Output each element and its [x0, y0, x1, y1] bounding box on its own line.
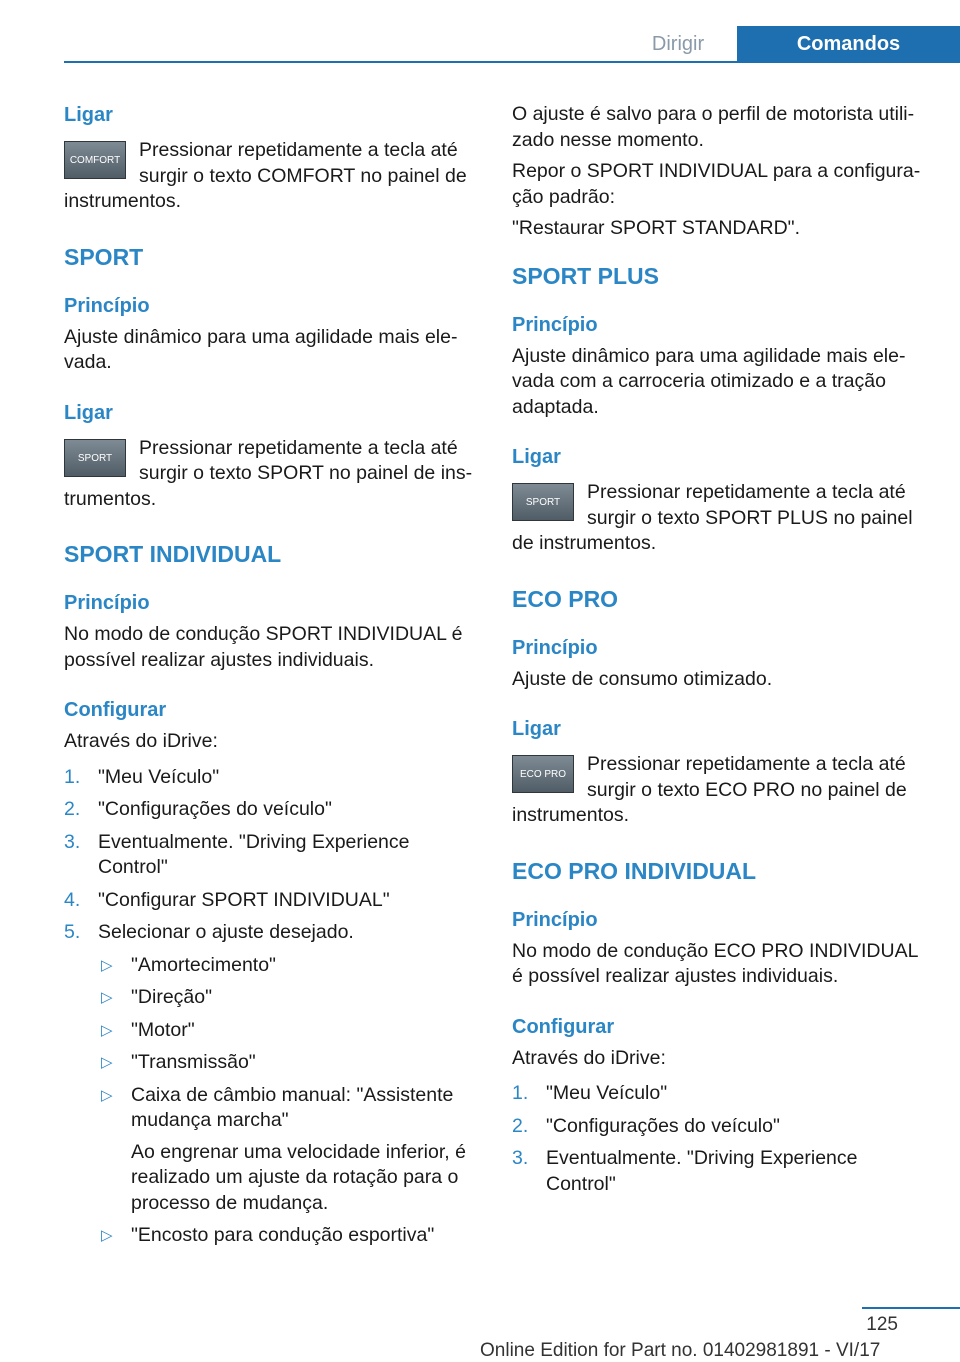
sport-key-icon: SPORT: [64, 439, 126, 477]
sport-heading: SPORT: [64, 243, 144, 270]
list-item: ▷ Caixa de câmbio manual: "Assistente mudança marcha" Ao engrenar uma velocidade inferior, é realizado um ajuste da rotação para o processo de mudança.: [98, 1083, 476, 1217]
ligar-heading: Ligar: [64, 104, 113, 126]
list-item: ▷ "Motor": [98, 1018, 476, 1044]
list-item: ▷ "Direção": [98, 985, 476, 1011]
sport-individual-heading: SPORT INDIVIDUAL: [64, 541, 282, 567]
header-chapter-tab: Comandos: [737, 26, 960, 62]
sport-ligar-text: Pressionar repetidamente a tecla até surgir o texto SPORT no painel de instrumentos.: [64, 436, 473, 510]
footer-rule: [862, 1307, 960, 1309]
sport-plus-heading: SPORT PLUS: [512, 262, 659, 289]
list-item: 5. Selecionar o ajuste desejado. ▷ "Amortecimento" ▷ "Direção" ▷ "Motor" ▷ "Transmissão" ▷ Caixa de câmbio manual: "Assistente mudança marcha" Ao engrenar uma velocidade inferior, é realizado um ajuste da rotação para o processo de mudança. ▷ "Encosto para condução esportiva": [64, 920, 476, 1249]
eco-ligar-heading: Ligar: [512, 718, 561, 740]
si-configurar-intro: Através do iDrive:: [64, 730, 218, 752]
triangle-bullet-icon: ▷: [101, 956, 113, 974]
sport-ligar-heading: Ligar: [64, 401, 113, 424]
list-item: 1. "Meu Veículo": [64, 765, 220, 788]
list-item: 4. "Configurar SPORT INDIVIDUAL": [64, 888, 390, 911]
eco-pro-heading: ECO PRO: [512, 585, 619, 612]
list-item: 2. "Configurações do veículo": [64, 798, 332, 820]
ecoi-principio-text: No modo de condução ECO PRO INDIVIDUAL é possível realizar ajustes individuais.: [512, 939, 918, 987]
triangle-bullet-icon: ▷: [101, 1086, 113, 1104]
list-item: ▷ "Encosto para condução esportiva": [98, 1223, 476, 1249]
online-edition-watermark: Online Edition for Part no. 01402981891 - VI/17: [480, 1340, 881, 1361]
triangle-bullet-icon: ▷: [101, 1227, 113, 1244]
page-number: 125: [866, 1314, 898, 1335]
gear-shift-note: Ao engrenar uma velocidade inferior, é realizado um ajuste da rotação para o processo de mudança.: [131, 1140, 466, 1214]
eco-principio-heading: Princípio: [512, 636, 598, 659]
sp-ligar-text: Pressionar repetidamente a tecla até surgir o texto SPORT PLUS no painel de instrumentos.: [512, 481, 913, 554]
right-column: [512, 102, 924, 1204]
sport-plus-key-icon: SPORT: [512, 483, 574, 521]
ecoi-steps-list: [512, 1081, 924, 1197]
list-item: ▷ "Transmissão": [98, 1050, 476, 1076]
reset-text: Repor o SPORT INDIVIDUAL para a configuração padrão:: [512, 160, 921, 208]
comfort-text: Pressionar repetidamente a tecla até surgir o texto COMFORT no painel de instrumentos.: [64, 139, 467, 212]
eco-pro-key-icon: ECO PRO: [512, 755, 574, 793]
comfort-key-icon: COMFORT: [64, 141, 126, 179]
eco-principio-text: Ajuste de consumo otimizado.: [512, 667, 773, 690]
si-steps-list: [64, 765, 476, 1249]
si-sub-options: [98, 953, 476, 1249]
si-principio-text: No modo de condução SPORT INDIVIDUAL é possível realizar ajustes individuais.: [64, 623, 463, 671]
eco-pro-individual-heading: ECO PRO INDIVIDUAL: [512, 857, 757, 884]
triangle-bullet-icon: ▷: [101, 1054, 113, 1071]
sp-principio-heading: Princípio: [512, 313, 598, 336]
si-configurar-heading: Configurar: [64, 699, 167, 721]
ecoi-principio-heading: Princípio: [512, 908, 598, 931]
saved-text: O ajuste é salvo para o perfil de motorista utilizado nesse momento.: [512, 103, 915, 151]
list-item: 1. "Meu Veículo": [512, 1082, 668, 1104]
list-item: ▷ "Amortecimento": [98, 953, 476, 979]
ecoi-configurar-heading: Configurar: [512, 1015, 615, 1038]
header-section: Dirigir: [651, 33, 705, 55]
left-column: [64, 102, 476, 1256]
sport-principio-text: Ajuste dinâmico para uma agilidade mais elevada.: [64, 325, 458, 373]
triangle-bullet-icon: ▷: [101, 1021, 113, 1039]
ecoi-configurar-intro: Através do iDrive:: [512, 1046, 666, 1069]
eco-ligar-text: Pressionar repetidamente a tecla até surgir o texto ECO PRO no painel de instrumentos.: [512, 753, 907, 826]
list-item: 2. "Configurações do veículo": [512, 1114, 780, 1137]
triangle-bullet-icon: ▷: [101, 989, 113, 1006]
sport-principio-heading: Princípio: [64, 294, 150, 317]
si-principio-heading: Princípio: [64, 592, 150, 614]
sp-ligar-heading: Ligar: [512, 446, 561, 468]
sp-principio-text: Ajuste dinâmico para uma agilidade mais elevada com a carroceria otimizado e a tração adaptada.: [512, 344, 906, 418]
list-item: 3. Eventualmente. "Driving Experience Control": [64, 830, 410, 878]
list-item: 3. Eventualmente. "Driving Experience Control": [512, 1147, 858, 1195]
restore-text: "Restaurar SPORT STANDARD".: [512, 217, 800, 239]
